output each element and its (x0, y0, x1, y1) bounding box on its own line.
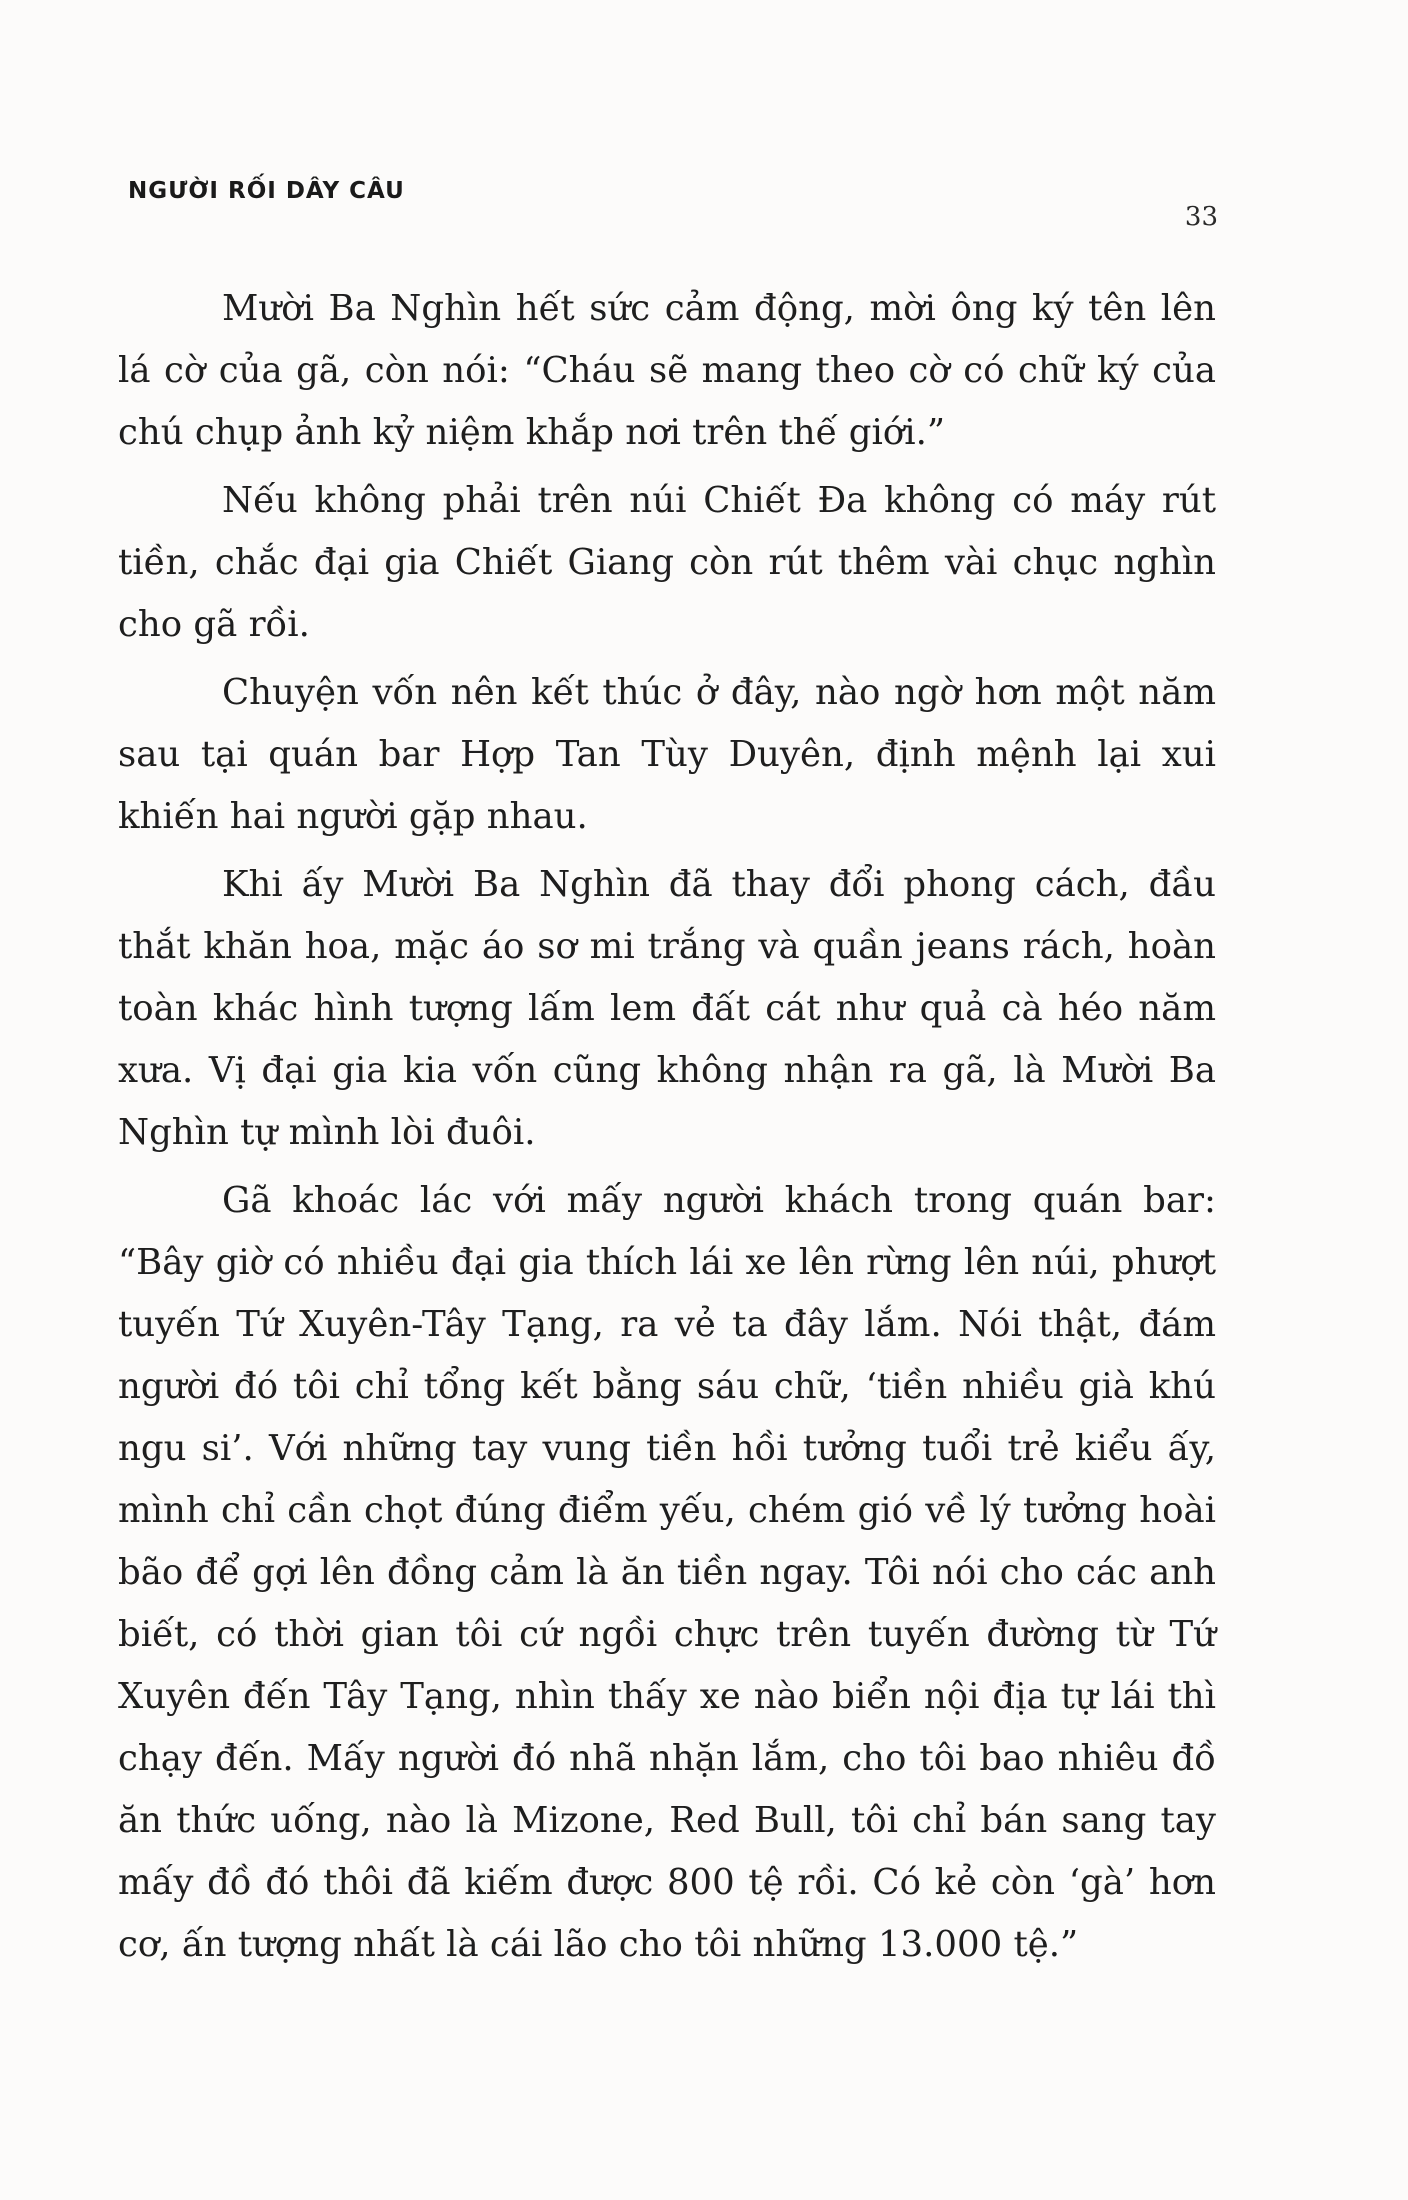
paragraph: Nếu không phải trên núi Chiết Đa không có máy rút tiền, chắc đại gia Chiết Giang còn rút thêm vài chục nghìn cho gã rồi. (118, 480, 1216, 645)
paragraph: Mười Ba Nghìn hết sức cảm động, mời ông ký tên lên lá cờ của gã, còn nói: “Cháu sẽ mang theo cờ có chữ ký của chú chụp ảnh kỷ niệm khắp nơi trên thế giới.” (118, 288, 1216, 453)
body-text (118, 278, 1216, 1982)
paragraph: Gã khoác lác với mấy người khách trong quán bar: “Bây giờ có nhiều đại gia thích lái xe lên rừng lên núi, phượt tuyến Tứ Xuyên-Tây Tạng, ra vẻ ta đây lắm. Nói thật, đám người đó tôi chỉ tổng kết bằng sáu chữ, ‘tiền nhiều già khú ngu si’. Với những tay vung tiền hồi tưởng tuổi trẻ kiểu ấy, mình chỉ cần chọt đúng điểm yếu, chém gió về lý tưởng hoài bão để gợi lên đồng cảm là ăn tiền ngay. Tôi nói cho các anh biết, có thời gian tôi cứ ngồi chực trên tuyến đường từ Tứ Xuyên đến Tây Tạng, nhìn thấy xe nào biển nội địa tự lái thì chạy đến. Mấy người đó nhã nhặn lắm, cho tôi bao nhiêu đồ ăn thức uống, nào là Mizone, Red Bull, tôi chỉ bán sang tay mấy đồ đó thôi đã kiếm được 800 tệ rồi. Có kẻ còn ‘gà’ hơn cơ, ấn tượng nhất là cái lão cho tôi những 13.000 tệ.” (118, 1180, 1216, 1965)
page-number: 33 (1184, 202, 1218, 232)
paragraph: Khi ấy Mười Ba Nghìn đã thay đổi phong cách, đầu thắt khăn hoa, mặc áo sơ mi trắng và quần jeans rách, hoàn toàn khác hình tượng lấm lem đất cát như quả cà héo năm xưa. Vị đại gia kia vốn cũng không nhận ra gã, là Mười Ba Nghìn tự mình lòi đuôi. (118, 864, 1216, 1153)
running-title: NGƯỜI RỐI DÂY CÂU (128, 178, 405, 204)
paragraph: Chuyện vốn nên kết thúc ở đây, nào ngờ hơn một năm sau tại quán bar Hợp Tan Tùy Duyên, định mệnh lại xui khiến hai người gặp nhau. (118, 672, 1216, 837)
